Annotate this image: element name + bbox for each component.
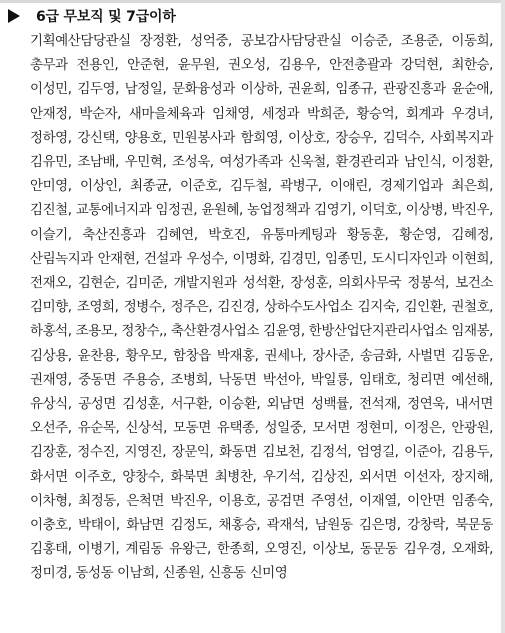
triangle-right-icon — [8, 9, 20, 23]
section-heading — [8, 6, 176, 26]
top-divider — [0, 0, 505, 3]
appointment-list-paragraph: 기획예산담당관실 장정환, 성억중, 공보감사담당관실 이승준, 조용준, 이동희, 총무과 전용인, 안준현, 윤무원, 권오성, 김용우, 안전총괄과 강덕현, 최한승, 이성민, 김두영, 남정일, 문화융성과 이상하, 권윤희, 임종규, 관광진흥과 윤순애, 안재정, 박순자, 새마을체육과 임채영, 세정과 박희준, 황승억, 회계과 우경녀, 정하영, 강신택, 양용호, 민원봉사과 함희영, 이상호, 장승우, 김덕수, 사회복지과 김유민, 조남배, 우민혁, 조성욱, 여성가족과 신욱철, 환경관리과 남인식, 이정환, 안미영, 이상인, 최종균, 이준호, 김두철, 곽병구, 이애린, 경제기업과 최은희, 김진철, 교통에너지과 임정권, 윤원혜, 농업정책과 김영기, 이덕호, 이상병, 박진우, 이슬기, 축산진흥과 김혜연, 박호진, 유통마케팅과 황동훈, 황순영, 김혜정, 산림녹지과 안재현, 건설과 우성수, 이명화, 김경민, 임종민, 도시디자인과 이현희, 전재오, 김현순, 김미준, 개발지원과 성석환, 장성훈, 의회사무국 정봉석, 보건소 김미향, 조영희, 정병수, 정주은, 김진경, 상하수도사업소 김지숙, 김인환, 권철호, 하홍석, 조용모, 정창수,, 축산환경사업소 김윤영, 한방산업단지관리사업소 임재봉, 김상용, 윤찬용, 황우모, 함창읍 박재홍, 권세나, 장사준, 송금화, 사벌면 김동운, 권재영, 중동면 주용승, 조병희, 낙동면 박선아, 박일룡, 임태호, 청리면 예선해, 유상식, 공성면 김성훈, 서구환, 이승환, 외남면 성백률, 전석재, 정연욱, 내서면 오선주, 유순목, 신상석, 모동면 유택종, 성일중, 모서면 정현미, 이정은, 안광원, 김장훈, 정수진, 지영진, 장문익, 화동면 김보천, 김정석, 엄영길, 이준아, 김용두, 화서면 이주호, 양창수, 화북면 최병찬, 우기석, 김상진, 외서면 이선자, 장지해, 이차형, 최정동, 은척면 박진우, 이용호, 공검면 주영선, 이재열, 이안면 임종숙, 이충호, 박태이, 화남면 김정도, 채홍승, 곽재석, 남원동 김은명, 강창락, 북문동 김홍태, 이병기, 계림동 유왕근, 한종희, 오영진, 이상보, 동문동 김우경, 오재화, 정미경, 동성동 이남희, 신종원, 신흥동 신미영 — [30, 33, 493, 582]
section-title: 6급 무보직 및 7급이하 — [36, 9, 176, 25]
scrollbar-edge — [501, 0, 505, 633]
